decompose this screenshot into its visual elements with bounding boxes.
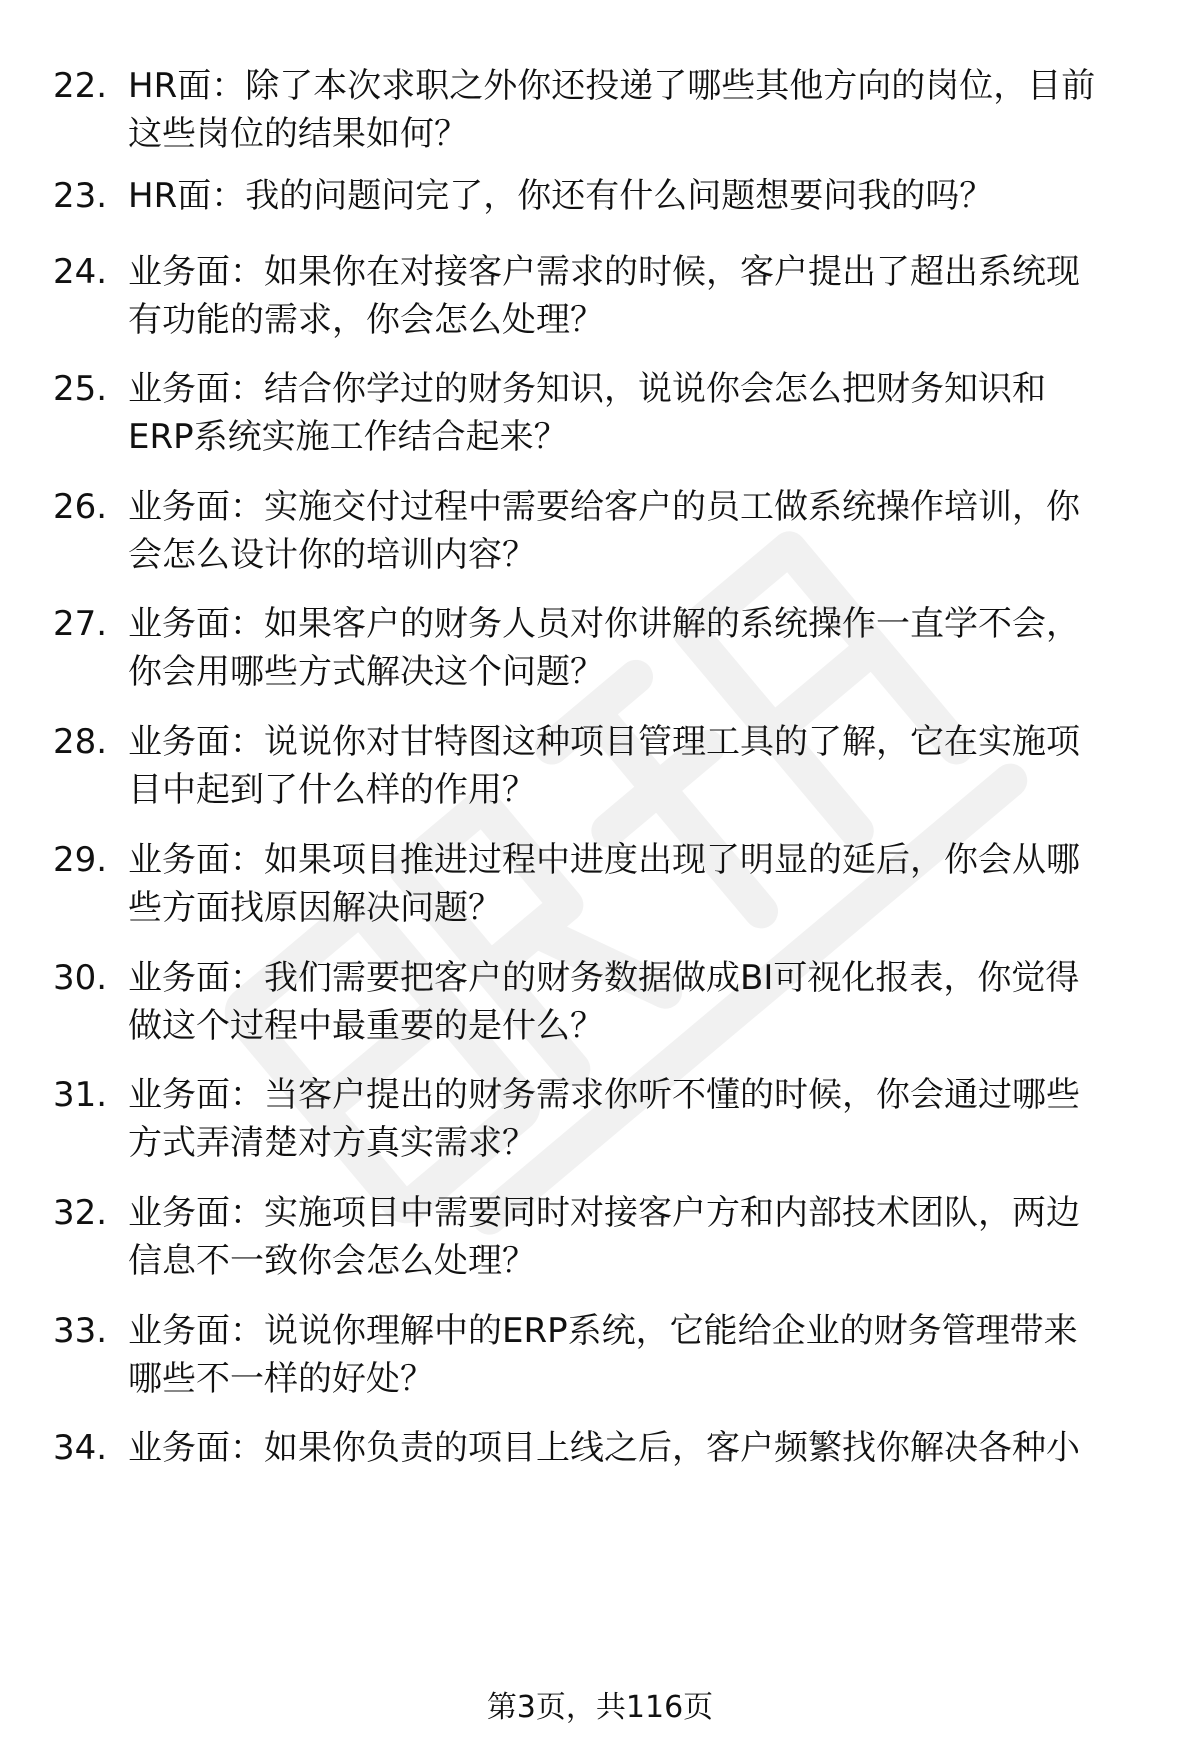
question-line: 业务面：实施交付过程中需要给客户的员工做系统操作培训，你 xyxy=(128,487,1080,527)
question-line: 业务面：说说你理解中的ERP系统，它能给企业的财务管理带来 xyxy=(128,1311,1078,1351)
question-number: 24. xyxy=(53,252,108,292)
question-number: 27. xyxy=(53,604,108,644)
question-line: 业务面：如果你负责的项目上线之后，客户频繁找你解决各种小 xyxy=(128,1428,1080,1468)
question-number: 33. xyxy=(53,1311,108,1351)
question-line: 有功能的需求，你会怎么处理？ xyxy=(128,300,604,340)
question-line: HR面：除了本次求职之外你还投递了哪些其他方向的岗位，目前 xyxy=(128,66,1096,106)
question-line: 方式弄清楚对方真实需求？ xyxy=(128,1123,536,1163)
question-line: 哪些不一样的好处？ xyxy=(128,1359,434,1399)
question-number: 23. xyxy=(53,176,108,216)
question-line: 些方面找原因解决问题？ xyxy=(128,888,502,928)
page-footer: 第3页，共116页 xyxy=(486,1690,714,1725)
question-text xyxy=(128,365,1158,461)
question-number: 28. xyxy=(53,722,108,762)
question-line: 做这个过程中最重要的是什么？ xyxy=(128,1006,604,1046)
question-text xyxy=(128,483,1158,579)
question-text xyxy=(128,954,1158,1050)
question-text xyxy=(128,248,1158,344)
question-text xyxy=(128,172,1158,220)
question-text xyxy=(128,718,1158,814)
question-line: 业务面：结合你学过的财务知识，说说你会怎么把财务知识和 xyxy=(128,369,1046,409)
question-line: 目中起到了什么样的作用？ xyxy=(128,770,536,810)
question-line: 业务面：如果你在对接客户需求的时候，客户提出了超出系统现 xyxy=(128,252,1080,292)
question-text xyxy=(128,836,1158,932)
question-number: 22. xyxy=(53,66,108,106)
question-line: 信息不一致你会怎么处理？ xyxy=(128,1241,536,1281)
question-text xyxy=(128,600,1158,696)
question-line: 业务面：当客户提出的财务需求你听不懂的时候，你会通过哪些 xyxy=(128,1075,1080,1115)
question-text xyxy=(128,1189,1158,1285)
question-line: 业务面：我们需要把客户的财务数据做成BI可视化报表，你觉得 xyxy=(128,958,1080,998)
question-line: 你会用哪些方式解决这个问题？ xyxy=(128,652,604,692)
question-line: 这些岗位的结果如何？ xyxy=(128,114,468,154)
question-number: 32. xyxy=(53,1193,108,1233)
question-number: 31. xyxy=(53,1075,108,1115)
question-text xyxy=(128,1307,1158,1403)
question-line: 业务面：说说你对甘特图这种项目管理工具的了解，它在实施项 xyxy=(128,722,1080,762)
question-text xyxy=(128,1424,1158,1472)
question-number: 25. xyxy=(53,369,108,409)
question-line: 业务面：如果客户的财务人员对你讲解的系统操作一直学不会， xyxy=(128,604,1080,644)
question-line: 业务面：如果项目推进过程中进度出现了明显的延后，你会从哪 xyxy=(128,840,1080,880)
question-number: 34. xyxy=(53,1428,108,1468)
question-number: 26. xyxy=(53,487,108,527)
question-line: ERP系统实施工作结合起来？ xyxy=(128,417,568,457)
question-number: 29. xyxy=(53,840,108,880)
question-line: 业务面：实施项目中需要同时对接客户方和内部技术团队，两边 xyxy=(128,1193,1080,1233)
question-line: 会怎么设计你的培训内容？ xyxy=(128,535,536,575)
question-text xyxy=(128,62,1158,158)
question-number: 30. xyxy=(53,958,108,998)
question-text xyxy=(128,1071,1158,1167)
question-line: HR面：我的问题问完了，你还有什么问题想要问我的吗？ xyxy=(128,176,994,216)
